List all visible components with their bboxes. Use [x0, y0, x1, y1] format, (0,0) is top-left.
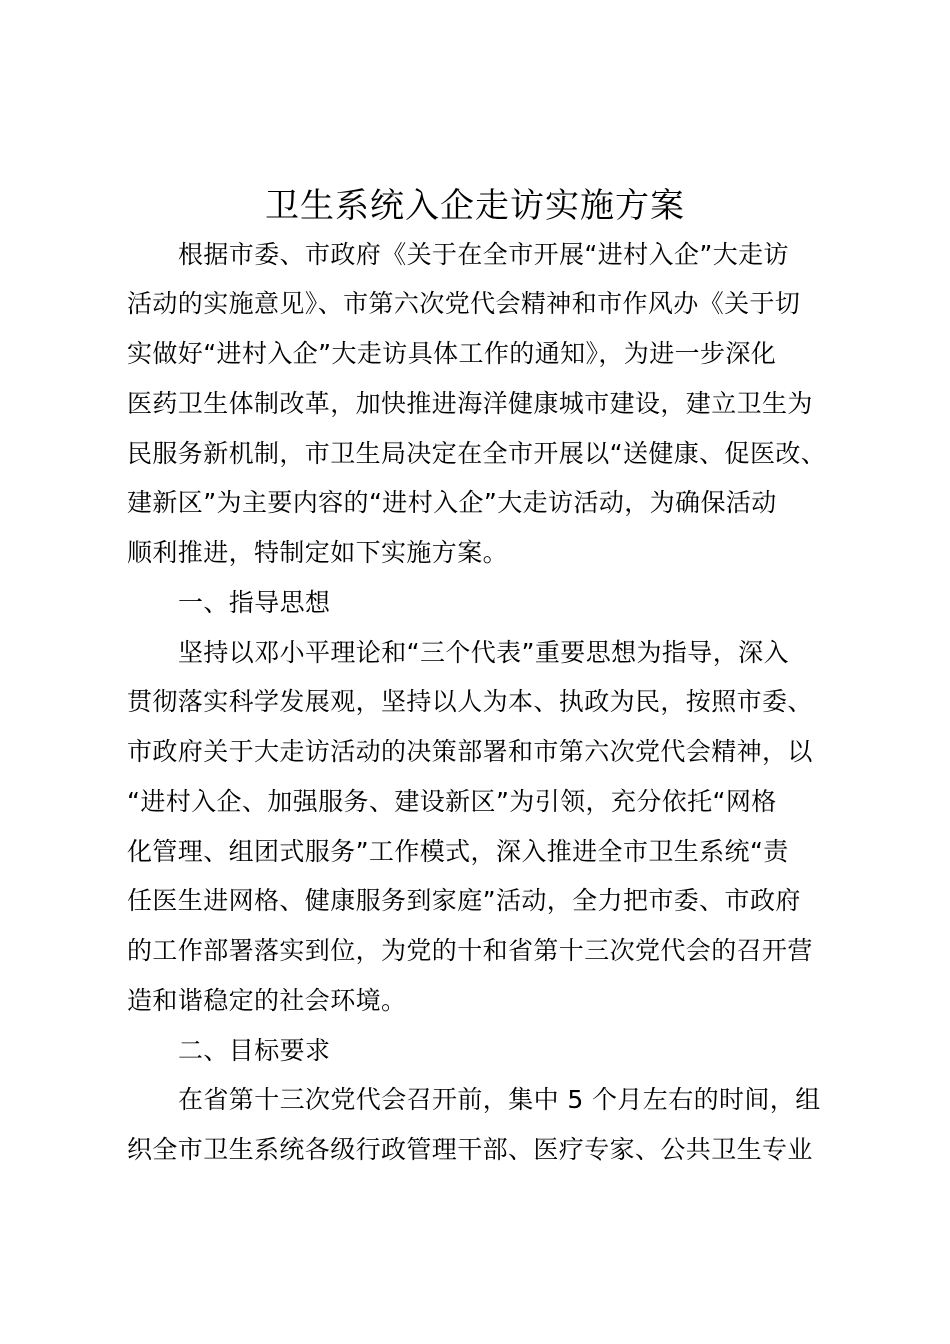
paragraph-line: 实做好“进村入企”大走访具体工作的通知》，为进一步深化: [127, 339, 777, 368]
section-heading: 二、目标要求: [178, 1036, 331, 1065]
paragraph-line: 任医生进网格、健康服务到家庭”活动，全力把市委、市政府: [127, 886, 801, 915]
section-heading: 一、指导思想: [178, 588, 331, 617]
paragraph-line: 顺利推进，特制定如下实施方案。: [127, 538, 509, 567]
paragraph-line: 化管理、组团式服务”工作模式，深入推进全市卫生系统“责: [127, 837, 789, 866]
paragraph-line: 建新区”为主要内容的“进村入企”大走访活动，为确保活动: [127, 488, 777, 517]
paragraph-line: “进村入企、加强服务、建设新区”为引领，充分依托“网格: [127, 787, 777, 816]
paragraph-line: 的工作部署落实到位，为党的十和省第十三次党代会的召开营: [127, 936, 813, 965]
paragraph-line: 织全市卫生系统各级行政管理干部、医疗专家、公共卫生专业: [127, 1135, 813, 1164]
document-title: 卫生系统入企走访实施方案: [265, 186, 685, 226]
paragraph-line: 活动的实施意见》、市第六次党代会精神和市作风办《关于切: [127, 289, 801, 318]
paragraph-line: 贯彻落实科学发展观，坚持以人为本、执政为民，按照市委、: [127, 687, 813, 716]
paragraph-line: 在省第十三次党代会召开前，集中 5 个月左右的时间，组: [178, 1085, 821, 1114]
paragraph-line: 市政府关于大走访活动的决策部署和市第六次党代会精神，以: [127, 737, 813, 766]
paragraph-line: 医药卫生体制改革，加快推进海洋健康城市建设，建立卫生为: [127, 389, 813, 418]
paragraph-line: 民服务新机制，市卫生局决定在全市开展以“送健康、促医改、: [127, 439, 827, 468]
paragraph-line: 坚持以邓小平理论和“三个代表”重要思想为指导，深入: [178, 638, 789, 667]
paragraph-line: 根据市委、市政府《关于在全市开展“进村入企”大走访: [178, 240, 789, 269]
paragraph-line: 造和谐稳定的社会环境。: [127, 986, 407, 1015]
